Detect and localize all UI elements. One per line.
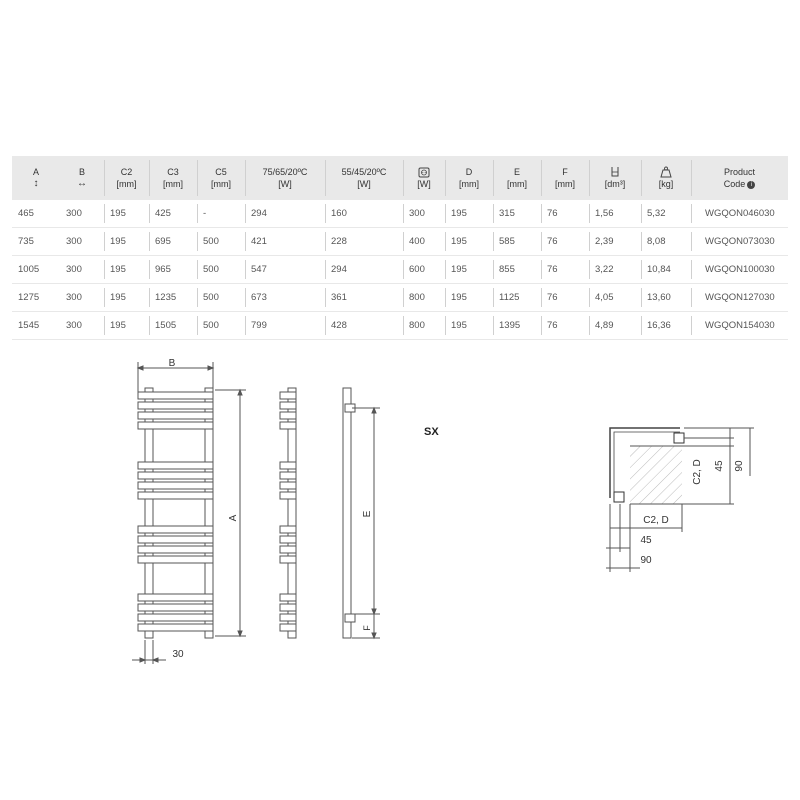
plan-label-c2d-vertical: C2, D [692,459,703,485]
table-cell: 500 [197,256,245,283]
front-label-a: A [228,514,239,522]
side-bar [280,482,296,489]
table-cell: 4,89 [589,312,641,339]
side-bar [280,526,296,533]
header-c3-unit: [mm] [163,179,183,189]
header-electric-unit: [W] [417,178,431,189]
side-bar [280,614,296,621]
table-cell: 195 [445,228,493,255]
table-cell: 500 [197,312,245,339]
header-weight-unit: [kg] [658,179,674,189]
table-cell: 965 [149,256,197,283]
side-label-e: E [362,510,373,518]
side-bar [280,546,296,553]
table-cell: 195 [104,228,149,255]
side-bar [280,392,296,399]
front-view [132,362,246,664]
front-bar [138,462,213,469]
table-cell: WGQON100030 [691,256,788,283]
table-cell: 1545 [18,320,40,331]
table-cell: - [197,200,245,227]
front-bar [138,482,213,489]
front-bar [138,412,213,419]
table-cell: 4,05 [589,284,641,311]
table-cell: 16,36 [641,312,691,339]
front-bar [138,594,213,601]
table-cell: 195 [445,284,493,311]
table-cell: 421 [245,228,325,255]
side-bar [280,422,296,429]
side-bar [280,604,296,611]
table-cell: 315 [493,200,541,227]
table-cell: 195 [445,200,493,227]
table-cell: 1125 [493,284,541,311]
header-e-label: E [513,167,520,177]
header-f-unit: [mm] [555,179,575,189]
header-code-label: Code [723,179,746,189]
front-bar [138,546,213,553]
header-product-label: Product [723,167,756,177]
header-d-unit: [mm] [459,179,479,189]
table-cell: 195 [445,256,493,283]
table-cell: 300 [403,200,445,227]
header-a-label: A [32,167,39,177]
table-cell: 300 [66,320,82,331]
side-label-f: F [362,625,372,631]
side-bar [280,556,296,563]
table-cell: 76 [541,200,589,227]
table-cell: 1005 [18,264,40,275]
table-cell: 10,84 [641,256,691,283]
plan-label-45-horizontal: 45 [640,535,652,546]
front-label-30: 30 [172,649,184,660]
front-bar [138,556,213,563]
header-c2-unit: [mm] [116,179,137,189]
table-cell: 400 [403,228,445,255]
info-icon: i [747,181,755,189]
front-bar [138,492,213,499]
side-bar [280,624,296,631]
front-bar [138,536,213,543]
header-power-55-unit: [W] [357,179,371,189]
front-bar [138,472,213,479]
plan-label-c2d-horizontal: C2, D [643,515,669,526]
header-power-75-label: 75/65/20ºC [262,167,308,177]
header-c5-label: C5 [215,167,227,177]
table-cell: 800 [403,312,445,339]
sx-label: SX [424,426,439,438]
table-cell: 300 [66,264,82,275]
table-cell: WGQON046030 [691,200,788,227]
plan-label-45-vertical: 45 [714,460,725,472]
table-cell: 673 [245,284,325,311]
table-cell: 1,56 [589,200,641,227]
header-power-75-unit: [W] [278,179,292,189]
front-bar [138,526,213,533]
table-cell: 600 [403,256,445,283]
table-cell: 735 [18,236,34,247]
table-cell: 800 [403,284,445,311]
table-cell: 76 [541,312,589,339]
table-cell: 76 [541,228,589,255]
horizontal-arrow-icon: ↔ [77,178,87,189]
front-label-b: B [168,358,176,369]
table-cell: 361 [325,284,403,311]
plan-label-90-horizontal: 90 [640,555,652,566]
front-bar [138,604,213,611]
front-bar [138,402,213,409]
side-bar [280,472,296,479]
header-power-55-label: 55/45/20ºC [341,167,387,177]
table-cell: WGQON127030 [691,284,788,311]
front-bar [138,422,213,429]
table-cell: 1505 [149,312,197,339]
front-bar [138,614,213,621]
side-bar [280,536,296,543]
table-cell: 465 [18,208,34,219]
table-cell: 500 [197,228,245,255]
table-cell: 585 [493,228,541,255]
table-cell: 500 [197,284,245,311]
table-cell: 195 [104,284,149,311]
table-cell: 76 [541,256,589,283]
header-b-label: B [78,167,85,177]
table-cell: 228 [325,228,403,255]
plan-view [606,428,754,572]
table-cell: 195 [445,312,493,339]
table-cell: 1275 [18,292,40,303]
table-cell: 1235 [149,284,197,311]
table-cell: 76 [541,284,589,311]
table-cell: 799 [245,312,325,339]
table-cell: 300 [66,208,82,219]
side-bar [280,594,296,601]
plan-label-90-vertical: 90 [734,460,745,472]
table-cell: 195 [104,312,149,339]
table-cell: 547 [245,256,325,283]
table-cell: 300 [66,236,82,247]
front-bar [138,624,213,631]
table-cell: 5,32 [641,200,691,227]
header-e-unit: [mm] [507,179,527,189]
side-bar [280,402,296,409]
side-bar [280,412,296,419]
side-bar [280,492,296,499]
table-cell: 294 [325,256,403,283]
table-cell: 855 [493,256,541,283]
table-cell: 160 [325,200,403,227]
header-f-label: F [562,167,568,177]
side-bar [280,462,296,469]
table-cell: WGQON154030 [691,312,788,339]
table-cell: 8,08 [641,228,691,255]
table-cell: 1395 [493,312,541,339]
table-cell: 300 [66,292,82,303]
table-cell: 195 [104,200,149,227]
header-c3-label: C3 [167,167,179,177]
vertical-arrow-icon: ↕ [33,178,39,189]
front-bar [138,392,213,399]
table-cell: 425 [149,200,197,227]
header-d-label: D [465,167,473,177]
table-cell: 195 [104,256,149,283]
table-cell: WGQON073030 [691,228,788,255]
header-c5-unit: [mm] [211,179,231,189]
table-cell: 3,22 [589,256,641,283]
table-cell: 13,60 [641,284,691,311]
table-cell: 428 [325,312,403,339]
table-cell: 695 [149,228,197,255]
header-volume-unit: [dm³] [604,179,626,189]
header-c2-label: C2 [120,167,133,177]
table-cell: 294 [245,200,325,227]
table-cell: 2,39 [589,228,641,255]
